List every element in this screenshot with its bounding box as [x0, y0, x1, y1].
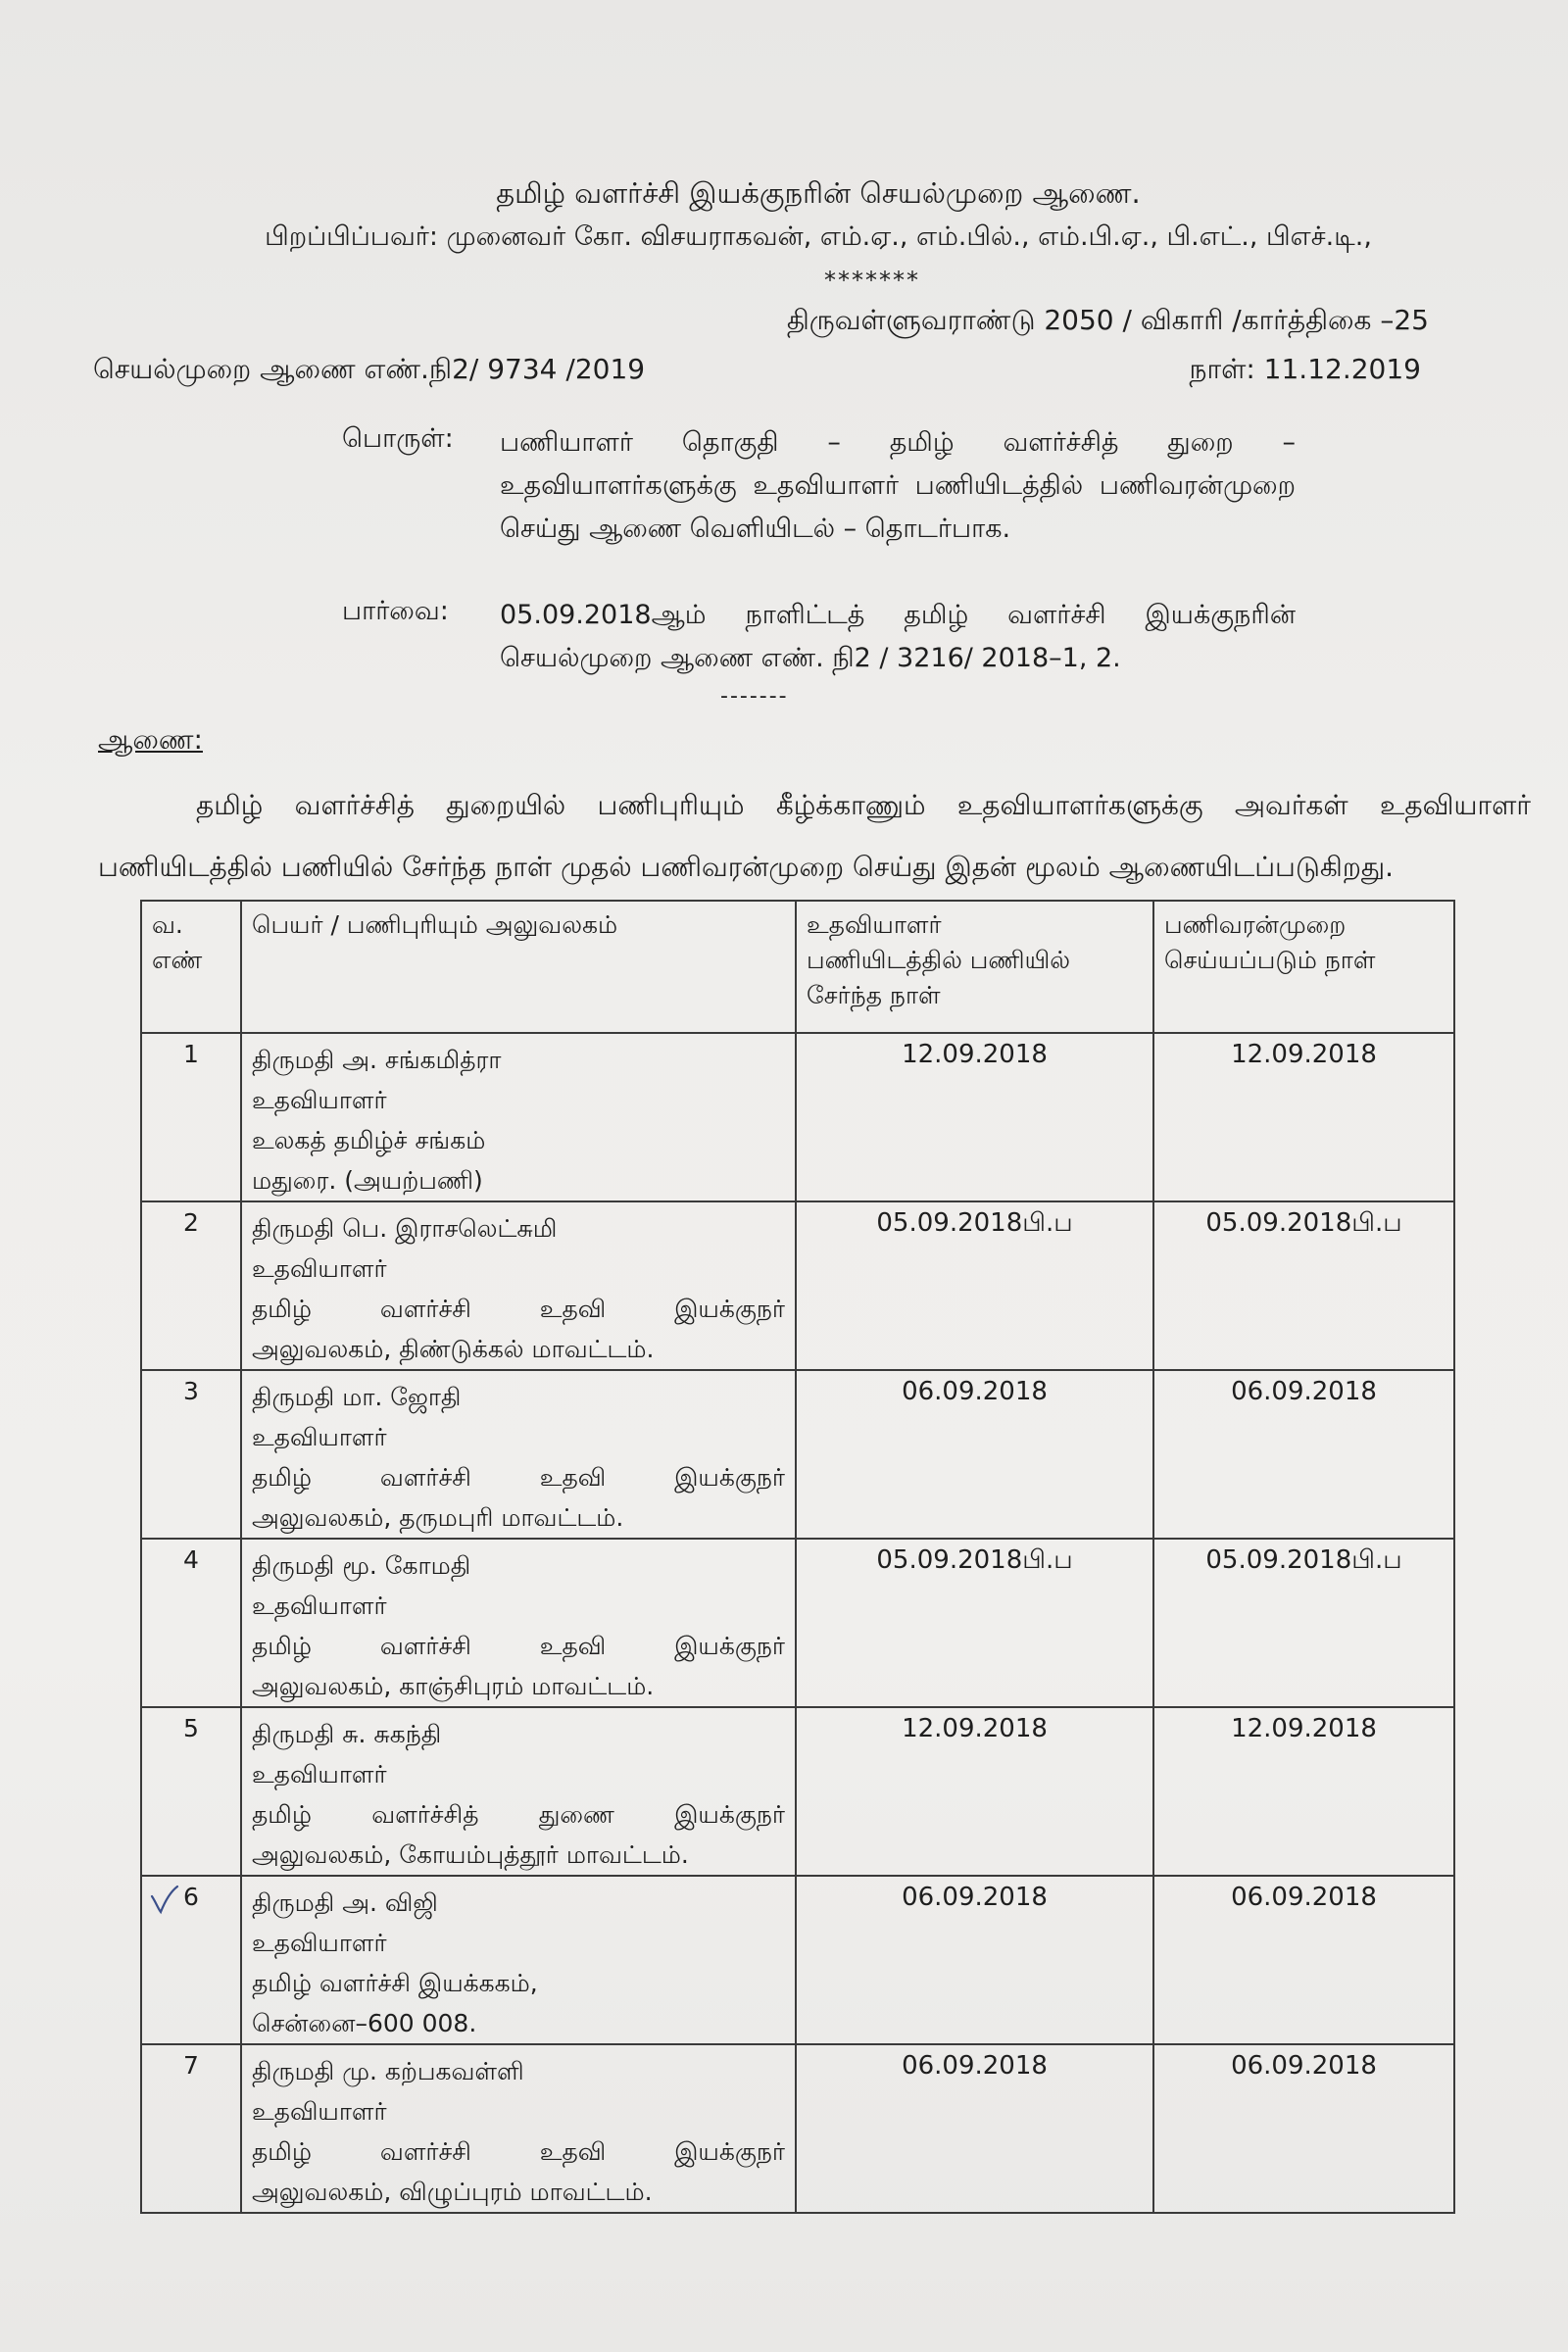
regularization-date: 06.09.2018	[1153, 1876, 1454, 2044]
header-line: பெயர் / பணிபுரியும் அலுவலகம்	[252, 910, 618, 939]
name-office-cell	[241, 2044, 796, 2213]
office-line: தமிழ் வளர்ச்சி உதவி இயக்குநர்	[252, 2137, 785, 2166]
designation: உதவியாளர்	[252, 1929, 387, 1957]
name-office-cell	[241, 1033, 796, 1201]
office-line: அலுவலகம், திண்டுக்கல் மாவட்டம்.	[252, 1335, 655, 1363]
joining-date: 06.09.2018	[796, 1876, 1153, 2044]
subject-label: பொருள்:	[342, 423, 454, 454]
header-name-office	[241, 901, 796, 1033]
name-office-cell	[241, 1539, 796, 1707]
table-row	[141, 1201, 1454, 1370]
issuer-line: பிறப்பிப்பவர்: முனைவர் கோ. விசயராகவன், எம்.ஏ., எம்.பில்., எம்.பி.ஏ., பி.எட்., பிஎச்.டி.,	[265, 221, 1372, 252]
joining-date: 05.09.2018பி.ப	[796, 1539, 1153, 1707]
header-joining-date	[796, 901, 1153, 1033]
serial-number: 1	[183, 1040, 199, 1068]
regularization-date: 12.09.2018	[1153, 1707, 1454, 1876]
header-serial-number	[141, 901, 241, 1033]
serial-number: 3	[183, 1377, 199, 1405]
serial-number-cell	[141, 1370, 241, 1539]
employee-name: திருமதி அ. சங்கமித்ரா	[252, 1046, 502, 1074]
serial-number: 4	[183, 1545, 199, 1574]
serial-number-cell	[141, 1876, 241, 2044]
reference-text: 05.09.2018ஆம் நாளிட்டத் தமிழ் வளர்ச்சி இயக்குநரின் செயல்முறை ஆணை எண். நி2 / 3216/ 2018–1, 2.	[500, 600, 1296, 673]
employee-name: திருமதி பெ. இராசலெட்சுமி	[252, 1214, 558, 1243]
office-line: அலுவலகம், கோயம்புத்தூர் மாவட்டம்.	[252, 1840, 689, 1869]
table-row	[141, 1370, 1454, 1539]
header-line: எண்	[152, 946, 203, 974]
star-divider: *******	[824, 267, 920, 294]
order-date: நாள்: 11.12.2019	[1189, 353, 1421, 385]
table-row	[141, 2044, 1454, 2213]
designation: உதவியாளர்	[252, 1086, 387, 1114]
header-line: செய்யப்படும் நாள்	[1164, 946, 1376, 974]
serial-number: 6	[183, 1883, 199, 1911]
header-line: பணிவரன்முறை	[1164, 910, 1347, 939]
office-line: தமிழ் வளர்ச்சி உதவி இயக்குநர்	[252, 1632, 785, 1660]
joining-date: 06.09.2018	[796, 2044, 1153, 2213]
designation: உதவியாளர்	[252, 1423, 387, 1451]
header-line: பணியிடத்தில் பணியில்	[807, 946, 1071, 974]
document-title: தமிழ் வளர்ச்சி இயக்குநரின் செயல்முறை ஆணை.	[496, 176, 1141, 210]
office-line: அலுவலகம், தருமபுரி மாவட்டம்.	[252, 1503, 624, 1532]
table-row	[141, 1876, 1454, 2044]
office-line: உலகத் தமிழ்ச் சங்கம்	[252, 1126, 486, 1154]
office-line: அலுவலகம், காஞ்சிபுரம் மாவட்டம்.	[252, 1672, 655, 1700]
designation: உதவியாளர்	[252, 1254, 387, 1283]
regularization-date: 06.09.2018	[1153, 1370, 1454, 1539]
joining-date: 06.09.2018	[796, 1370, 1153, 1539]
serial-number-cell	[141, 1201, 241, 1370]
subject-text: பணியாளர் தொகுதி – தமிழ் வளர்ச்சித் துறை – உதவியாளர்களுக்கு உதவியாளர் பணியிடத்தில் பணிவரன்முறை செய்து ஆணை வெளியிடல் – தொடர்பாக.	[500, 427, 1296, 544]
name-office-cell	[241, 1201, 796, 1370]
table-row	[141, 1707, 1454, 1876]
designation: உதவியாளர்	[252, 1592, 387, 1620]
dash-separator: -------	[720, 684, 789, 709]
office-line: தமிழ் வளர்ச்சி இயக்ககம்,	[252, 1969, 538, 1997]
employee-name: திருமதி மா. ஜோதி	[252, 1383, 462, 1411]
name-office-cell	[241, 1876, 796, 2044]
employee-name: திருமதி மு. கற்பகவள்ளி	[252, 2057, 524, 2085]
joining-date: 12.09.2018	[796, 1033, 1153, 1201]
serial-number: 7	[183, 2051, 199, 2080]
header-line: சேர்ந்த நாள்	[807, 981, 941, 1009]
table-row	[141, 1539, 1454, 1707]
regularization-date: 06.09.2018	[1153, 2044, 1454, 2213]
order-body: தமிழ் வளர்ச்சித் துறையில் பணிபுரியும் கீழ்க்காணும் உதவியாளர்களுக்கு அவர்கள் உதவியாளர் பணியிடத்தில் பணியில் சேர்ந்த நாள் முதல் பணிவரன்முறை செய்து இதன் மூலம் ஆணையிடப்படுகிறது.	[98, 789, 1531, 883]
header-line: வ.	[152, 910, 183, 939]
office-line: தமிழ் வளர்ச்சி உதவி இயக்குநர்	[252, 1463, 785, 1492]
employee-table	[140, 900, 1455, 2214]
serial-number: 2	[183, 1208, 199, 1237]
header-line: உதவியாளர்	[807, 910, 942, 939]
office-line: தமிழ் வளர்ச்சி உதவி இயக்குநர்	[252, 1295, 785, 1323]
joining-date: 12.09.2018	[796, 1707, 1153, 1876]
office-line: சென்னை–600 008.	[252, 2009, 477, 2037]
joining-date: 05.09.2018பி.ப	[796, 1201, 1153, 1370]
handwritten-check-icon	[148, 1883, 181, 1916]
office-line: அலுவலகம், விழுப்புரம் மாவட்டம்.	[252, 2178, 653, 2206]
table-header-row	[141, 901, 1454, 1033]
employee-name: திருமதி அ. விஜி	[252, 1888, 438, 1917]
employee-name: திருமதி மூ. கோமதி	[252, 1551, 471, 1580]
serial-number-cell	[141, 1707, 241, 1876]
regularization-date: 05.09.2018பி.ப	[1153, 1201, 1454, 1370]
table-row	[141, 1033, 1454, 1201]
designation: உதவியாளர்	[252, 2097, 387, 2126]
office-line: தமிழ் வளர்ச்சித் துணை இயக்குநர்	[252, 1800, 785, 1829]
reference-label: பார்வை:	[342, 596, 449, 626]
order-heading: ஆணை:	[98, 723, 203, 756]
name-office-cell	[241, 1370, 796, 1539]
table-body	[141, 1033, 1454, 2213]
tamil-era-date: திருவள்ளுவராண்டு 2050 / விகாரி /கார்த்திகை –25	[786, 304, 1429, 336]
order-number: செயல்முறை ஆணை எண்.நி2/ 9734 /2019	[93, 353, 646, 385]
serial-number: 5	[183, 1714, 199, 1742]
serial-number-cell	[141, 1539, 241, 1707]
regularization-date: 05.09.2018பி.ப	[1153, 1539, 1454, 1707]
employee-name: திருமதி சு. சுகந்தி	[252, 1720, 442, 1748]
serial-number-cell	[141, 2044, 241, 2213]
regularization-date: 12.09.2018	[1153, 1033, 1454, 1201]
serial-number-cell	[141, 1033, 241, 1201]
name-office-cell	[241, 1707, 796, 1876]
designation: உதவியாளர்	[252, 1760, 387, 1788]
header-regularization-date	[1153, 901, 1454, 1033]
office-line: மதுரை. (அயற்பணி)	[252, 1166, 483, 1195]
